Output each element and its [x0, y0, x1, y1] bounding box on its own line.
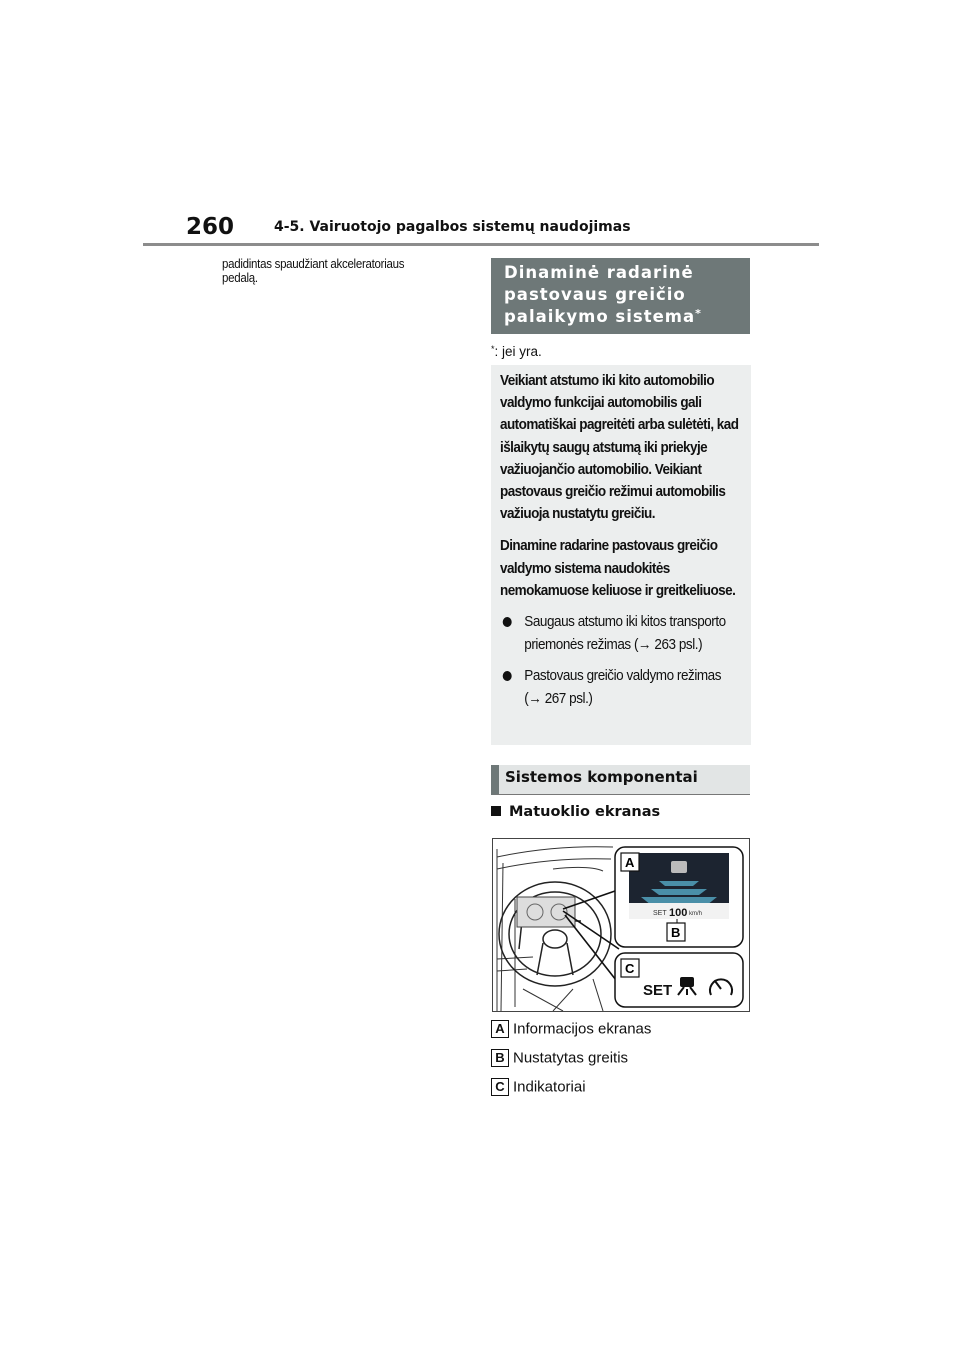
- section-title-line-3-text: palaikymo sistema: [504, 307, 696, 326]
- components-heading: Sistemos komponentai: [505, 768, 698, 786]
- section-header: 4-5. Vairuotojo pagalbos sistemų naudojimas: [274, 219, 631, 235]
- section-title-line-2: pastovaus greičio: [504, 285, 686, 304]
- footnote-marker: *: [491, 344, 495, 354]
- continued-text: padidintas spaudžiant akceleratoriaus pedalą.: [222, 257, 405, 285]
- info-box: [491, 365, 751, 745]
- legend-item-c: [491, 1078, 586, 1096]
- callout-b: B: [671, 925, 681, 940]
- info-paragraph-2: Dinamine radarine pastovaus greičio valdymo sistema naudokitės nemokamuose keliuose ir greitkeliuose.: [500, 537, 736, 599]
- callout-c: C: [625, 961, 635, 976]
- bullet-dot-icon: [503, 671, 512, 681]
- header-divider: [143, 243, 819, 246]
- subheading-text: Matuoklio ekranas: [509, 804, 661, 820]
- indicator-set-label: SET: [643, 982, 673, 999]
- page-number: 260: [186, 214, 235, 240]
- legend-label-b: Nustatytas greitis: [513, 1049, 629, 1067]
- title-footnote-marker: *: [695, 307, 702, 320]
- display-speed-unit: km/h: [689, 911, 703, 917]
- dashboard-illustration-svg: [493, 839, 749, 1011]
- dashboard-illustration: [492, 838, 750, 1012]
- section-title-box: [491, 258, 750, 334]
- subheading: [491, 804, 660, 820]
- legend-label-a: Informacijos ekranas: [513, 1020, 652, 1038]
- components-heading-box: [491, 765, 750, 795]
- legend-item-b: [491, 1049, 628, 1067]
- display-speed-value: 100: [669, 907, 688, 919]
- bullet-text-2: Pastovaus greičio valdymo režimas (→ 267 psl.): [524, 667, 722, 707]
- footnote-text: : jei yra.: [494, 344, 542, 359]
- radar-cruise-icon: [678, 977, 696, 995]
- legend-label-c: Indikatoriai: [513, 1078, 586, 1096]
- legend-key-b: B: [491, 1049, 509, 1067]
- legend-item-a: [491, 1020, 651, 1038]
- legend-key-a: A: [491, 1020, 509, 1038]
- info-paragraph-1: Veikiant atstumo iki kito automobilio valdymo funkcijai automobilis gali automatiškai pagreitėti arba sulėtėti, kad išlaikytų saugų atstumą iki priekyje važiuojančio automobilio. Veikiant pastovaus greičio režimui automobilis važiuoja nustatytu greičiu.: [500, 372, 739, 523]
- legend-key-c: C: [491, 1078, 509, 1096]
- section-title-line-3: [504, 306, 737, 328]
- display-set-label: SET: [653, 910, 667, 917]
- bullet-item-distance-mode: [500, 611, 741, 656]
- footnote: [491, 344, 542, 359]
- bullet-item-speed-mode: [500, 665, 741, 710]
- section-title-line-1: Dinaminė radarinė: [504, 263, 694, 282]
- callout-a: A: [625, 855, 635, 870]
- square-bullet-icon: [491, 806, 501, 816]
- bullet-dot-icon: [503, 617, 512, 627]
- bullet-text-1: Saugaus atstumo iki kitos transporto priemonės režimas (→ 263 psl.): [524, 613, 726, 653]
